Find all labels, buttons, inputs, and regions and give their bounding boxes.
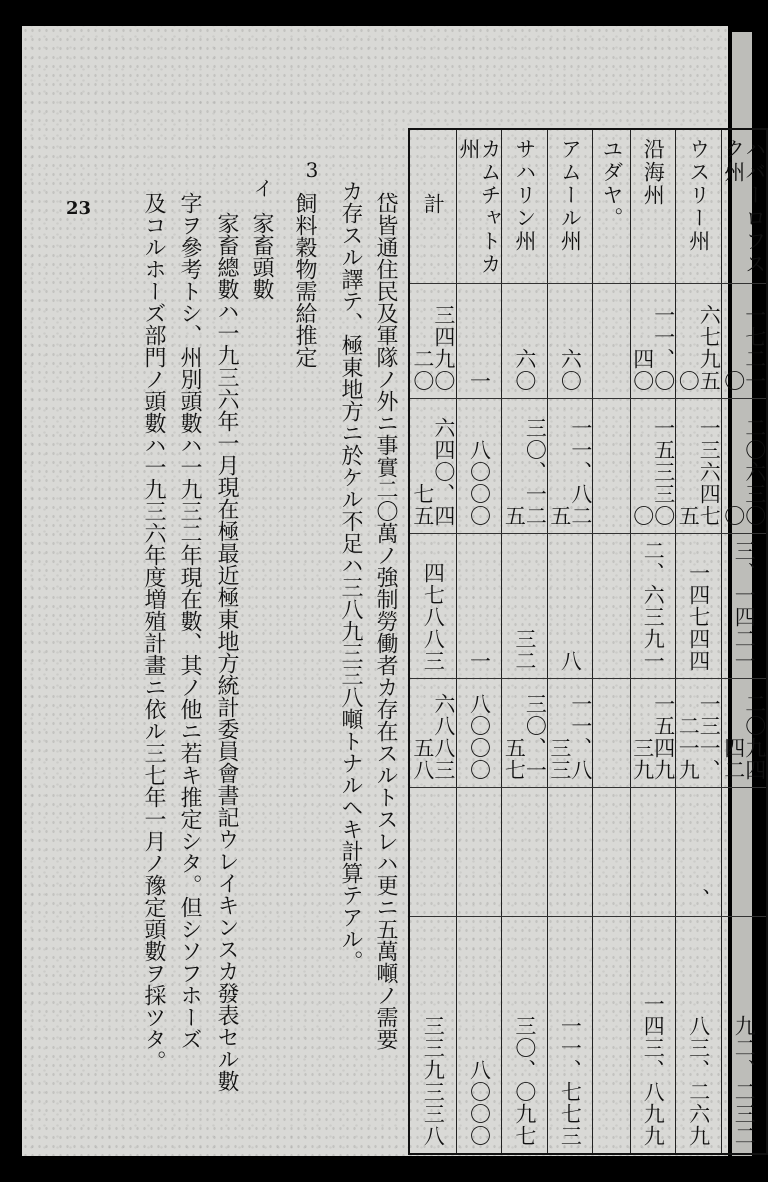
value-cell: 三、一四二一 <box>721 534 767 679</box>
value-cell: 三二 <box>502 534 547 679</box>
value-cell: 一五三三〇〇 <box>630 399 675 534</box>
value-cell: 三〇、一二五 <box>502 399 547 534</box>
region-cell: 計 <box>409 129 456 284</box>
value-cell: 六四〇、四七五 <box>409 399 456 534</box>
value-cell: 一一、七七三 <box>547 917 592 1155</box>
region-cell: サハリン州 <box>502 129 547 284</box>
table-row <box>409 679 767 788</box>
value-cell <box>721 788 767 917</box>
table-row <box>409 129 767 284</box>
value-cell: 八〇〇〇 <box>456 679 501 788</box>
value-cell: 九二、二三二 <box>721 917 767 1155</box>
value-cell: 二〇六三〇〇 <box>721 399 767 534</box>
value-cell: 三三九三三八 <box>409 917 456 1155</box>
value-cell: 一一、八二五 <box>547 399 592 534</box>
subsection-title: 家畜頭數 <box>249 212 274 300</box>
region-cell: ハバーロフスク州 <box>721 129 767 284</box>
value-cell: 一四三、八九九 <box>630 917 675 1155</box>
value-cell: 一一、八三三 <box>547 679 592 788</box>
paragraph-line-1: 岱皆通住民及軍隊ノ外ニ事實二〇萬ノ強制勞働者カ存在スルトスレハ更ニ五萬噸ノ需要 <box>373 192 398 1050</box>
value-cell: 三〇、〇九七 <box>502 917 547 1155</box>
value-cell: 一七二一〇 <box>721 284 767 399</box>
value-cell: 二〇九四四二 <box>721 679 767 788</box>
value-cell: 一四七四四 <box>676 534 721 679</box>
table-row <box>409 534 767 679</box>
value-cell: 一 <box>456 534 501 679</box>
section-number: 3 <box>300 158 324 182</box>
value-cell <box>593 917 630 1155</box>
paragraph-2-line-3: 及コルホーズ部門ノ頭數ハ一九三六年度増殖計畫ニ依ル三七年一月ノ豫定頭數ヲ採ツタ。 <box>141 192 166 1072</box>
value-cell: 、 <box>676 788 721 917</box>
table-row <box>409 399 767 534</box>
value-cell: 六〇 <box>502 284 547 399</box>
value-cell: 一一、〇四〇 <box>630 284 675 399</box>
value-cell <box>456 788 501 917</box>
table-row <box>409 917 767 1155</box>
value-cell: 八 <box>547 534 592 679</box>
paragraph-2-line-1: 家畜總數ハ一九三六年一月現在極最近極東地方統計委員會書記ウレイキンスカ發表セル數 <box>214 212 239 1092</box>
value-cell: 四七八八三 <box>409 534 456 679</box>
value-cell: 二、六三九一 <box>630 534 675 679</box>
value-cell: 六〇 <box>547 284 592 399</box>
value-cell <box>593 284 630 399</box>
region-cell: ユダヤ。 <box>593 129 630 284</box>
value-cell <box>547 788 592 917</box>
value-cell <box>630 788 675 917</box>
table-row <box>409 284 767 399</box>
value-cell: 六八八三五八 <box>409 679 456 788</box>
value-cell: 一 <box>456 284 501 399</box>
value-cell: 八〇〇〇 <box>456 917 501 1155</box>
value-cell <box>409 788 456 917</box>
value-cell: 一三六四七五 <box>676 399 721 534</box>
region-cell: ウスリー州 <box>676 129 721 284</box>
region-cell: 沿海州 <box>630 129 675 284</box>
value-cell <box>593 534 630 679</box>
region-cell: アムール州 <box>547 129 592 284</box>
page-number: 23 <box>66 198 92 219</box>
table-row <box>409 788 767 917</box>
value-cell: 八〇〇〇 <box>456 399 501 534</box>
value-cell: 三〇、一五七 <box>502 679 547 788</box>
value-cell: 三四九〇二〇 <box>409 284 456 399</box>
value-cell <box>593 788 630 917</box>
value-cell <box>502 788 547 917</box>
value-cell: 八三、二六九 <box>676 917 721 1155</box>
regional-grain-table <box>408 128 768 1155</box>
value-cell: 一三一、二一九 <box>676 679 721 788</box>
value-cell: 六七九五〇 <box>676 284 721 399</box>
value-cell <box>593 679 630 788</box>
value-cell: 一五四九三九 <box>630 679 675 788</box>
paragraph-line-2: カ存スル譯テ、極東地方ニ於ケル不足ハ三八九三三八噸トナルヘキ計算テアル。 <box>338 180 363 972</box>
value-cell <box>593 399 630 534</box>
subsection-label: イ <box>250 178 274 198</box>
region-cell: カムチャトカ州 <box>456 129 501 284</box>
paragraph-2-line-2: 字ヲ參考トシ、州別頭數ハ一九三二年現在數、其ノ他ニ若キ推定シタ。但シソフホーズ <box>177 192 202 1050</box>
section-title: 飼料穀物需給推定 <box>292 192 317 368</box>
